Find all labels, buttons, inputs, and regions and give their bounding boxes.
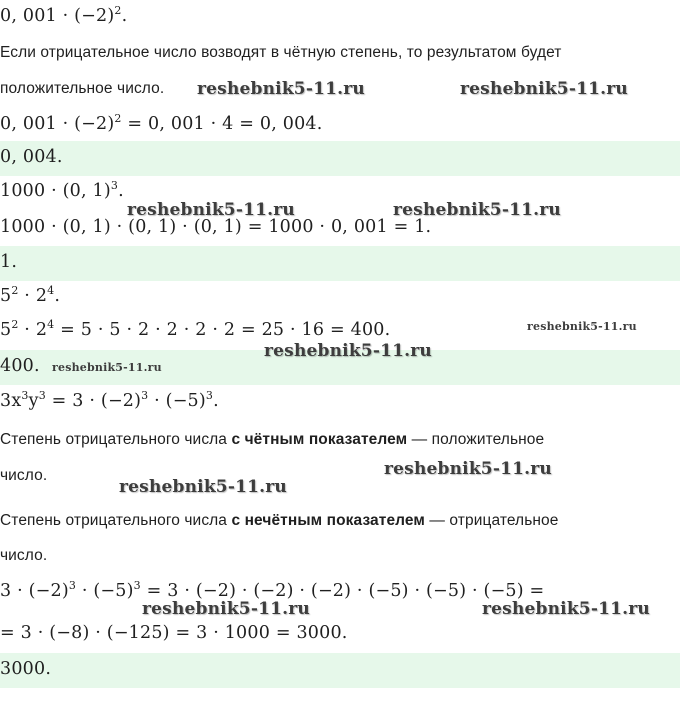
problem-1-task: 0, $001 \cdot (-2)^2$. (0, 4, 128, 26)
rule-odd-exponent (0, 512, 558, 530)
rule-even-line-2: положительное число. (0, 80, 165, 97)
rule-even-exponent-bold: с чётным показателем (231, 431, 408, 448)
watermark: reshebnik5-11.ru (460, 79, 628, 99)
answer-band-4 (0, 653, 680, 688)
answer-4: 3000. (0, 659, 52, 679)
rule-even-line-1: Если отрицательное число возводят в чётную степень, то результатом будет (0, 44, 562, 61)
answer-1: 0, 004. (0, 147, 63, 167)
solution-4-calc-1: $3 \cdot (-2)^3 \cdot (-5)^3 = 3 \cdot (-2) \cdot (-2) \cdot (-2) \cdot (-5) \cdot (-5) \cdot (-5)$ = (0, 579, 545, 601)
watermark: reshebnik5-11.ru (142, 599, 310, 619)
rule-even-exponent (0, 431, 544, 449)
watermark: reshebnik5-11.ru (527, 320, 637, 333)
answer-band-2 (0, 246, 680, 281)
watermark: reshebnik5-11.ru (127, 200, 295, 220)
rule-even-exponent-line-2: число. (0, 467, 48, 484)
problem-2-task: 1000 · (0, 1)$^3$. (0, 179, 124, 201)
watermark: reshebnik5-11.ru (197, 79, 365, 99)
rule-even-exponent-prefix: Степень отрицательного числа (0, 431, 232, 448)
answer-band-1 (0, 141, 680, 176)
problem-3-task: $5^2 \cdot 2^4$. (0, 284, 61, 306)
watermark: reshebnik5-11.ru (393, 200, 561, 220)
watermark: reshebnik5-11.ru (119, 477, 287, 497)
answer-3: 400. (0, 356, 40, 376)
rule-odd-exponent-line-2: число. (0, 547, 48, 564)
problem-4-task: $3x^3y^3 = 3 \cdot (-2)^3 \cdot (-5)^3$. (0, 389, 219, 411)
watermark: reshebnik5-11.ru (384, 459, 552, 479)
rule-odd-exponent-bold: с нечётным показателем (231, 512, 425, 529)
rule-odd-exponent-suffix: — отрицательное (425, 512, 559, 529)
rule-odd-exponent-prefix: Степень отрицательного числа (0, 512, 232, 529)
problem-3-calc: $5^2 \cdot 2^4 = 5 \cdot 5 \cdot 2 \cdot 2 \cdot 2 \cdot 2 = 25 \cdot 16 = 400$. (0, 318, 391, 340)
solution-1-calc: 0, $001 \cdot (-2)^2 = 0$, 001 · 4 = 0, 004. (0, 112, 323, 134)
problem-2-calc: 1000 · (0, 1) · (0, 1) · (0, 1) = 1000 · 0, 001 = 1. (0, 217, 432, 237)
solution-4-calc-2: = 3 · (−8) · (−125) = 3 · 1000 = 3000. (0, 623, 348, 643)
watermark: reshebnik5-11.ru (482, 599, 650, 619)
watermark: reshebnik5-11.ru (52, 361, 162, 374)
rule-even-exponent-suffix: — положительное (407, 431, 545, 448)
answer-2: 1. (0, 252, 18, 272)
watermark: reshebnik5-11.ru (264, 341, 432, 361)
